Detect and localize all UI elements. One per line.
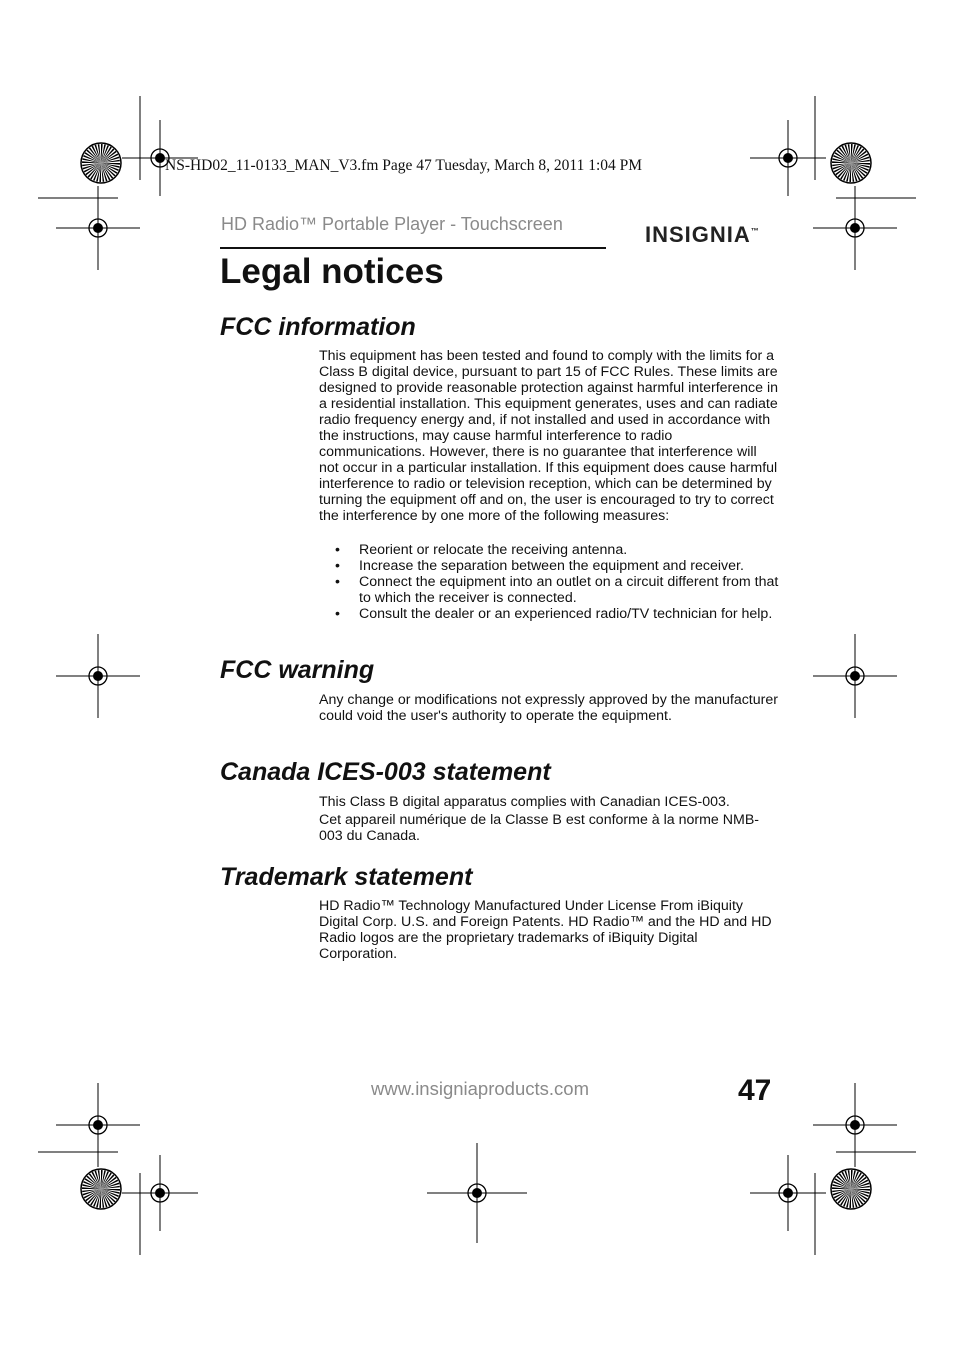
bullet-icon: • (335, 606, 340, 622)
page-number: 47 (738, 1074, 772, 1107)
bullet-icon: • (335, 558, 340, 574)
list-item (319, 606, 779, 622)
fcc-information-body: This equipment has been tested and found to comply with the limits for a Class B digital device, pursuant to part 15 of FCC Rules. These limits are designed to provide reasonable protection against harmful interference in a residential installation. This equipment generates, uses and can radiate radio frequency energy and, if not installed and used in accordance with the instructions, may cause harmful interference to radio communications. However, there is no guarantee that interference will not occur in a particular installation. If this equipment does cause harmful interference to radio or television reception, which can be determined by turning the equipment off and on, the user is encouraged to try to correct the interference by one more of the following measures: (319, 348, 779, 524)
list-item-text: Increase the separation between the equipment and receiver. (359, 558, 744, 574)
fcc-warning-body: Any change or modifications not expressly approved by the manufacturer could void the user's authority to operate the equipment. (319, 692, 778, 724)
logo-text: INSIGNIA (645, 222, 751, 247)
canada-body-french: Cet appareil numérique de la Classe B est conforme à la norme NMB-003 du Canada. (319, 812, 760, 844)
footer-url[interactable]: www.insigniaproducts.com (371, 1078, 589, 1099)
heading-canada-ices: Canada ICES-003 statement (220, 758, 551, 786)
list-item-text: Reorient or relocate the receiving antenna. (359, 542, 628, 558)
fcc-measures-list (319, 542, 779, 622)
canada-body-english: This Class B digital apparatus complies with Canadian ICES-003. (319, 794, 730, 810)
insignia-logo (645, 222, 759, 248)
bullet-icon: • (335, 574, 340, 590)
list-item-text: Consult the dealer or an experienced radio/TV technician for help. (359, 606, 773, 622)
list-item (319, 542, 779, 558)
file-slug: NS-HD02_11-0133_MAN_V3.fm Page 47 Tuesday, March 8, 2011 1:04 PM (165, 157, 643, 174)
trademark-body: HD Radio™ Technology Manufactured Under License From iBiquity Digital Corp. U.S. and Foreign Patents. HD Radio™ and the HD and HD Radio logos are the proprietary trademarks of iBiquity Digital Corporation. (319, 898, 772, 962)
bullet-icon: • (335, 542, 340, 558)
heading-trademark: Trademark statement (220, 863, 473, 891)
running-head: HD Radio™ Portable Player - Touchscreen (221, 214, 563, 234)
list-item-text: Connect the equipment into an outlet on a circuit different from that to which the receiver is connected. (359, 574, 779, 606)
header-rule (220, 247, 606, 249)
heading-fcc-information: FCC information (220, 313, 416, 341)
list-item (319, 574, 779, 606)
logo-trademark: ™ (750, 226, 759, 236)
heading-fcc-warning: FCC warning (220, 656, 375, 684)
page-title: Legal notices (220, 252, 444, 291)
list-item (319, 558, 779, 574)
